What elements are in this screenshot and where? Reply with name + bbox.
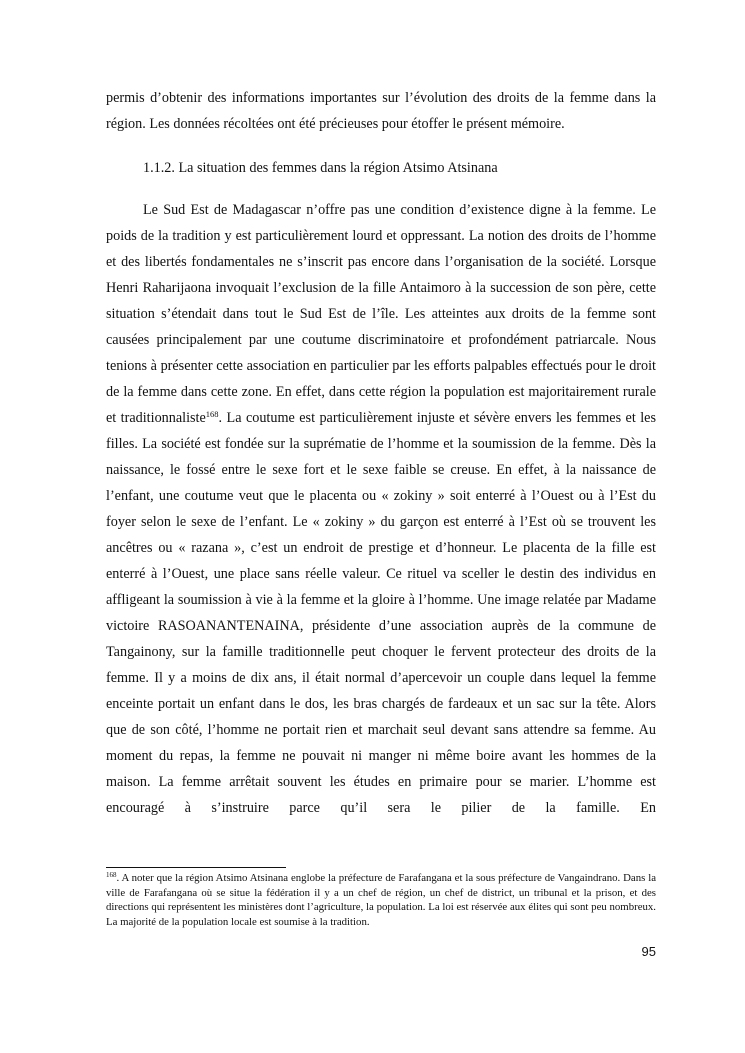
footnote-text: . A noter que la région Atsimo Atsinana englobe la préfecture de Farafangana et la sous préfecture de Vangaindrano. Dans la ville de Farafangana où se situe la fédération il y a un chef de région, un chef de district, un tribunal et la prison, et des directions qui représentent les ministères dont l’agriculture, la population. La loi est réservée aux élites qui sont peu nombreux. La majorité de la population locale est soumise à la tradition. <box>106 872 656 928</box>
footnote-separator <box>106 867 286 868</box>
body-text-part-2: . La coutume est particulièrement injuste et sévère envers les femmes et les filles. La société est fondée sur la suprématie de l’homme et la soumission de la femme. Dès la naissance, le fossé entre le sexe fort et le sexe faible se creuse. En effet, à la naissance de l’enfant, une coutume veut que le placenta ou « zokiny » soit enterré à l’Ouest ou à l’Est du foyer selon le sexe de l’enfant. Le « zokiny » du garçon est enterré à l’Est où se trouvent les ancêtres ou « razana », c’est un endroit de prestige et d’honneur. Le placenta de la fille est enterré à l’Ouest, une place sans réelle valeur. Ce rituel va sceller le destin des individus en affligeant la soumission à vie à la femme et la gloire à l’homme. Une image relatée par Madame victoire RASOANANTENAINA, présidente d’une association auprès de la commune de Tangainony, sur la famille traditionnelle peut choquer le fervent protecteur des droits de la femme. Il y a moins de dix ans, il était normal d’apercevoir un couple dans lequel la femme enceinte portait un enfant dans le dos, les bras chargés de fardeaux et un sac sur la tête. Alors que de son côté, l’homme ne portait rien et marchait seul devant sans attendre sa femme. Au moment du repas, la femme ne pouvait ni manger ni même boire avant les hommes de la maison. La femme arrêtait souvent les études en primaire pour se marier. L’homme est encouragé à s’instruire parce qu’il sera le pilier de la famille. En <box>106 410 656 816</box>
intro-paragraph: permis d’obtenir des informations importantes sur l’évolution des droits de la femme dans la région. Les données récoltées ont été précieuses pour étoffer le présent mémoire. <box>106 90 656 132</box>
footnote <box>106 871 656 929</box>
body-text-part-1: Le Sud Est de Madagascar n’offre pas une condition d’existence digne à la femme. Le poids de la tradition y est particulièrement lourd et oppressant. La notion des droits de l’homme et des libertés fondamentales ne s’inscrit pas encore dans l’organisation de la société. Lorsque Henri Raharijaona invoquait l’exclusion de la fille Antaimoro à la succession de son père, cette situation s’étendait dans tout le Sud Est de l’île. Les atteintes aux droits de la femme sont causées principalement par une coutume discriminatoire et profondément patriarcale. Nous tenions à présenter cette association en particulier par les efforts palpables effectués pour le droit de la femme dans cette zone. En effet, dans cette région la population est majoritairement rurale et traditionnaliste <box>106 202 656 426</box>
page-number: 95 <box>641 944 656 959</box>
section-heading: 1.1.2. La situation des femmes dans la région Atsimo Atsinana <box>143 160 498 176</box>
footnote-reference[interactable]: 168 <box>205 409 219 419</box>
footnote-number: 168 <box>106 871 117 879</box>
body-paragraph <box>106 197 656 821</box>
